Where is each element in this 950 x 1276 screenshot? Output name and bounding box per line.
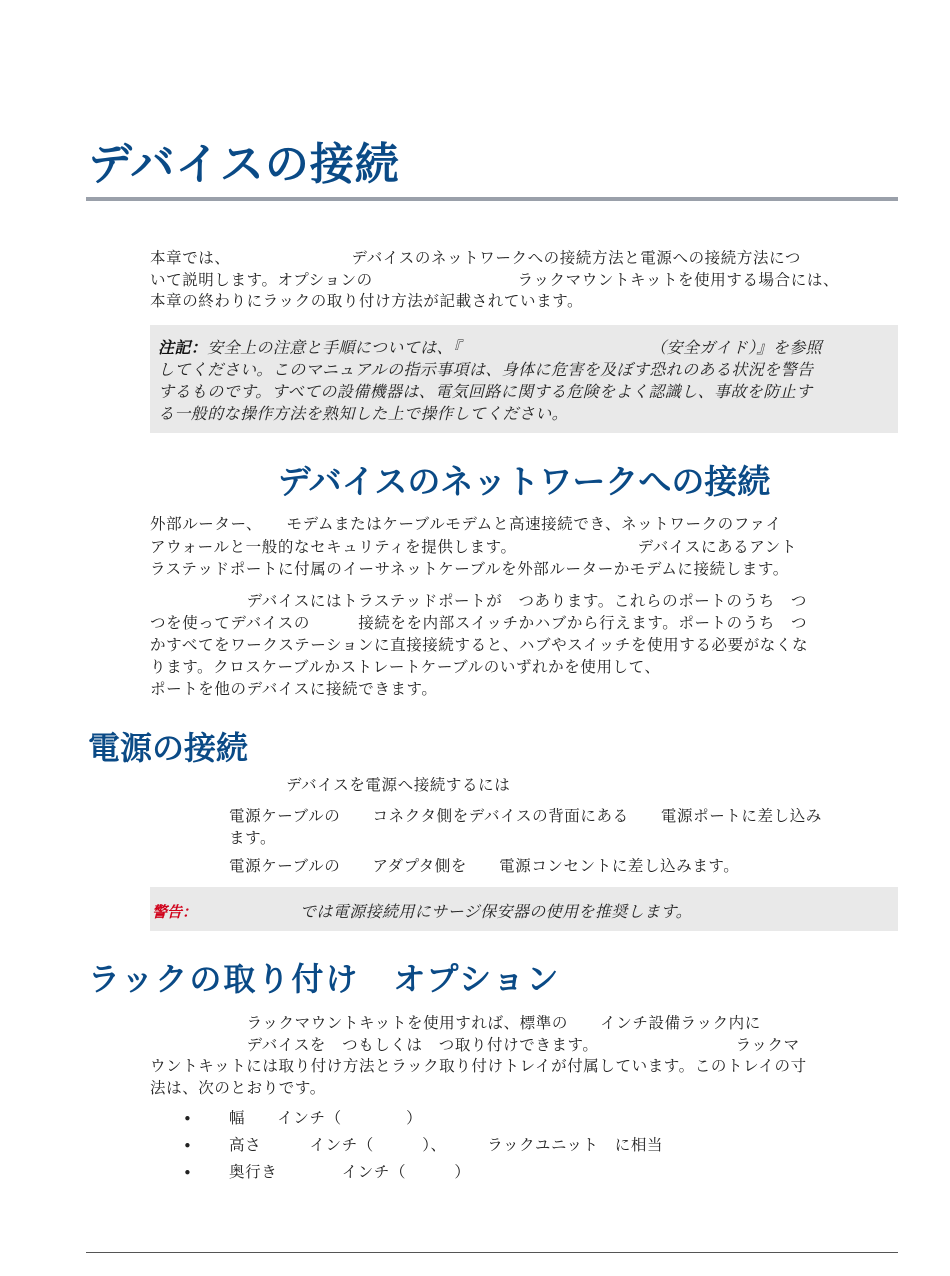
- note-label: 注記：: [158, 338, 208, 357]
- note-line: る一般的な操作方法を熟知した上で操作してください。: [158, 404, 569, 423]
- section-heading-rack: ラックの取り付け オプション: [88, 960, 561, 998]
- bullet-item: 幅 インチ（ ）: [229, 1109, 423, 1127]
- warning-label: 警告：: [152, 903, 198, 921]
- note-text: 安全上の注意と手順については、『 （安全ガイド）』を参照: [207, 338, 823, 357]
- paragraph-line: ります。クロスケーブルかストレートケーブルのいずれかを使用して、: [150, 658, 661, 676]
- section-heading-network: デバイスのネットワークへの接続: [277, 462, 771, 501]
- bullet-icon: •: [183, 1137, 192, 1155]
- page-title: デバイスの接続: [88, 139, 400, 190]
- paragraph-line: かすべてをワークステーションに直接接続すると、ハブやスイッチを使用する必要がなくな: [150, 636, 809, 654]
- warning-text: では電源接続用にサージ保安器の使用を推奨します。: [300, 902, 693, 921]
- paragraph-line: デバイスにはトラステッドポートが つあります。これらのポートのうち つ: [150, 592, 808, 610]
- paragraph-line: ラステッドポートに付属のイーサネットケーブルを外部ルーターかモデムに接続します。: [150, 560, 789, 578]
- paragraph-line: ウントキットには取り付け方法とラック取り付けトレイが付属しています。このトレイの寸: [150, 1057, 807, 1075]
- paragraph-line: 法は、次のとおりです。: [150, 1079, 326, 1097]
- bullet-icon: •: [183, 1110, 192, 1128]
- paragraph-line: つを使ってデバイスの 接続をを内部スイッチかハブから行えます。ポートのうち つ: [150, 614, 808, 632]
- note-line: してください。このマニュアルの指示事項は、身体に危害を及ぼす恐れのある状況を警告: [158, 360, 814, 379]
- footer-rule: [86, 1252, 898, 1253]
- bullet-item: 奥行き インチ（ ）: [229, 1163, 471, 1181]
- paragraph-line: ラックマウントキットを使用すれば、標準の インチ設備ラック内に: [150, 1014, 761, 1032]
- bullet-icon: •: [183, 1164, 192, 1182]
- intro-line: いて説明します。オプションの ラックマウントキットを使用する場合には、: [150, 271, 840, 289]
- step-line: 電源ケーブルの アダプタ側を 電源コンセントに差し込みます。: [229, 857, 740, 875]
- paragraph-line: アウォールと一般的なセキュリティを提供します。 デバイスにあるアント: [150, 538, 797, 556]
- intro-line: 本章では、 デバイスのネットワークへの接続方法と電源への接続方法につ: [150, 249, 801, 267]
- paragraph-line: デバイスを つもしくは つ取り付けできます。 ラックマ: [150, 1036, 800, 1054]
- step-line: ます。: [229, 829, 277, 847]
- paragraph-line: 外部ルーター、 モデムまたはケーブルモデムと高速接続でき、ネットワークのファイ: [150, 515, 782, 533]
- note-line: [158, 337, 822, 360]
- note-line: するものです。すべての設備機器は、電気回路に関する危険をよく認識し、事故を防止す: [158, 382, 813, 401]
- section-heading-power: 電源の接続: [88, 729, 249, 767]
- bullet-item: 高さ インチ（ ）、 ラックユニット に相当: [229, 1136, 664, 1154]
- step-line: 電源ケーブルの コネクタ側をデバイスの背面にある 電源ポートに差し込み: [229, 807, 822, 825]
- intro-line: 本章の終わりにラックの取り付け方法が記載されています。: [150, 292, 584, 310]
- paragraph-line: ポートを他のデバイスに接続できます。: [150, 680, 438, 698]
- power-intro: デバイスを電源へ接続するには: [286, 776, 511, 794]
- title-divider: [86, 197, 898, 201]
